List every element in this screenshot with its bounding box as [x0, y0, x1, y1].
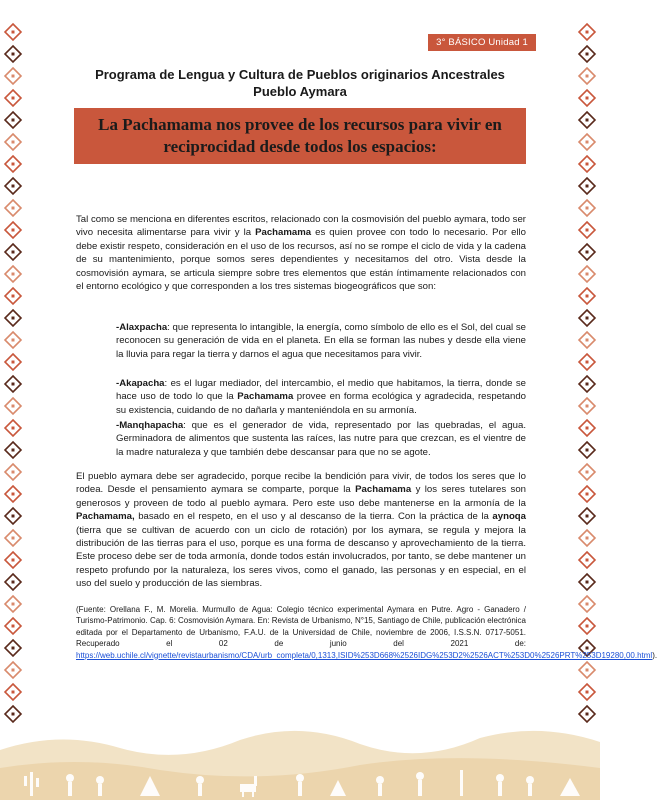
- right-decorative-border: [578, 18, 596, 723]
- border-dot: [12, 669, 15, 672]
- border-dot: [12, 185, 15, 188]
- border-dot: [12, 449, 15, 452]
- left-decorative-border: [4, 18, 22, 723]
- program-title-line1: Programa de Lengua y Cultura de Pueblos originarios Ancestrales: [95, 67, 505, 82]
- source-citation: [76, 604, 657, 661]
- border-dot: [12, 75, 15, 78]
- border-dot: [12, 647, 15, 650]
- page-title-line2: reciprocidad desde todos los espacios:: [163, 137, 437, 156]
- border-dot: [12, 295, 15, 298]
- border-dot: [586, 317, 589, 320]
- border-dot: [586, 559, 589, 562]
- border-dot: [586, 53, 589, 56]
- border-dot: [12, 141, 15, 144]
- border-dot: [12, 53, 15, 56]
- border-dot: [586, 405, 589, 408]
- border-dot: [586, 295, 589, 298]
- border-dot: [12, 229, 15, 232]
- closing-bold: Pachamama: [355, 484, 412, 496]
- border-dot: [586, 691, 589, 694]
- border-dot: [12, 207, 15, 210]
- closing-bold: Pachamama,: [76, 511, 135, 523]
- border-dot: [586, 207, 589, 210]
- source-link[interactable]: https://web.uchile.cl/vignette/revistaurbanismo/CDA/urb_completa/0,1313,ISID%253D668%2526IDG%253D2%2526ACT%253D0%2526PRT%253D19280,00.html: [76, 650, 653, 660]
- border-dot: [586, 97, 589, 100]
- border-dot: [586, 141, 589, 144]
- bullet-text: : que representa lo intangible, la energía, como símbolo de ello es el Sol, del cual se reconocen su generación de vida en el planeta. En ella se forman las nubes y desde ella viene la lluvia para regar la tierra y darnos el agua que necesitamos para vivir.: [116, 322, 526, 360]
- bullet-alaxpacha: [116, 321, 526, 361]
- border-dot: [586, 75, 589, 78]
- border-dot: [12, 691, 15, 694]
- intro-bold-pachamama: Pachamama: [255, 227, 312, 239]
- border-dot: [586, 493, 589, 496]
- border-dot: [12, 515, 15, 518]
- closing-bold-aynoqa: aynoqa: [492, 511, 526, 523]
- border-dot: [586, 603, 589, 606]
- bullet-term: -Alaxpacha: [116, 322, 168, 333]
- border-dot: [12, 427, 15, 430]
- border-dot: [586, 31, 589, 34]
- bullet-text: : que es el generador de vida, representado por las quebradas, el agua. Germinadora de alimentos que sustenta las raíces, las nutre para que crezcan, es el vientre de la madre naturaleza y que también debe descansar para que no se agote.: [116, 420, 526, 458]
- border-dot: [586, 449, 589, 452]
- program-title: [70, 66, 530, 100]
- border-dot: [12, 405, 15, 408]
- border-dot: [12, 625, 15, 628]
- source-closing: ).: [652, 650, 657, 660]
- border-dot: [586, 669, 589, 672]
- border-dot: [12, 537, 15, 540]
- closing-text: (tierra que se cultivan de acuerdo con un ciclo de rotación) por los aymara, se regula y mejora la distribución de las tierras para el uso, porque es una forma de descanso y aprovechamiento de la tierra. Este proceso debe ser de toda armonía, donde todos están involucrados, por tanto, se debe mantener un respeto profundo por la naturaleza, los seres vivos, como el ganado, las personas y en especial, en el uso del suelo y producción de las siembras.: [76, 524, 526, 590]
- border-dot: [12, 317, 15, 320]
- closing-text: El pueblo aymara debe ser agradecido, porque recibe la bendición para vivir, de todos los seres que lo rodea. Desde el pensamiento aymara se comparte, porque la: [76, 471, 526, 496]
- border-dot: [12, 251, 15, 254]
- border-dot: [586, 229, 589, 232]
- intro-text-a: Tal como se menciona en diferentes escritos, relacionado con la cosmovisión del pueblo aymara, todo ser vivo necesita alimentarse para vivir y la: [76, 214, 526, 239]
- bullet-text: provee en forma ecológica y agradecida, respetando su existencia, cuidando de no dañarla y manteniéndola en su armonía.: [116, 391, 526, 416]
- intro-text-c: es quien provee con todo lo necesario. Por ello debe existir respeto, consideración en el uso de los recursos, así no se rompe el ciclo de vida y la cadena de su mantenimiento, porque somos seres dependientes y necesitamos del otro. Vista desde la cosmovisión aymara, se articula siempre sobre tres elementos que están íntimamente relacionados con el entorno ecológico y que corresponden a los tres sistemas biogeográficos que son:: [76, 227, 527, 293]
- closing-text: basado en el respeto, en el uso y al descanso de la tierra. Con la práctica de la: [134, 511, 493, 523]
- border-dot: [12, 273, 15, 276]
- source-text: (Fuente: Orellana F., M. Morelia. Murmullo de Agua: Colegio técnico experimental Aymara en Putre. Agro - Ganadero / Turismo-Patrimonio. Cap. 6: Cosmovisión Aymara. En: Revista de Urbanismo, N°15, Santiago de Chile, publicación electrónica editada por el Departamento de Urbanismo, F.A.U. de la Universidad de Chile, noviembre de 2006, I.S.S.N. 0717-5051. Recuperado el 02 de junio del 2021 de:: [76, 605, 526, 649]
- border-dot: [586, 471, 589, 474]
- border-dot: [12, 493, 15, 496]
- bullet-bold-pachamama: Pachamama: [237, 391, 294, 403]
- bullet-akapacha: [116, 377, 526, 417]
- border-dot: [586, 119, 589, 122]
- border-dot: [12, 581, 15, 584]
- bullet-text: : es el lugar mediador, del intercambio, el medio que habitamos, la tierra, donde se hace uso de todo lo que la: [116, 378, 526, 403]
- border-dot: [12, 31, 15, 34]
- page-title-line1: La Pachamama nos provee de los recursos para vivir en: [98, 115, 502, 134]
- footer-landscape-illustration: [0, 710, 600, 800]
- border-dot: [586, 339, 589, 342]
- border-dot: [12, 97, 15, 100]
- bullet-term: -Akapacha: [116, 378, 165, 389]
- border-dot: [586, 581, 589, 584]
- border-dot: [586, 185, 589, 188]
- border-dot: [586, 273, 589, 276]
- border-dot: [586, 251, 589, 254]
- bullet-manqhapacha: [116, 419, 526, 459]
- closing-text: y los seres tutelares son generosos y proveen de todo al pueblo aymara. Pero este uso debe mantenerse en la armonía de la: [76, 484, 526, 509]
- closing-paragraph: [76, 470, 526, 591]
- border-dot: [12, 603, 15, 606]
- border-dot: [12, 163, 15, 166]
- border-dot: [586, 647, 589, 650]
- border-dot: [586, 163, 589, 166]
- border-dot: [12, 471, 15, 474]
- border-dot: [586, 537, 589, 540]
- page-title: [74, 114, 526, 158]
- program-title-line2: Pueblo Aymara: [253, 84, 347, 99]
- intro-paragraph: [76, 213, 526, 293]
- border-dot: [586, 361, 589, 364]
- border-dot: [12, 339, 15, 342]
- bullet-term: -Manqhapacha: [116, 420, 184, 431]
- border-dot: [12, 361, 15, 364]
- border-dot: [586, 625, 589, 628]
- border-dot: [586, 383, 589, 386]
- border-dot: [12, 559, 15, 562]
- border-dot: [586, 427, 589, 430]
- grade-unit-badge: 3° BÁSICO Unidad 1: [428, 34, 536, 51]
- border-dot: [12, 119, 15, 122]
- border-dot: [586, 515, 589, 518]
- border-dot: [12, 383, 15, 386]
